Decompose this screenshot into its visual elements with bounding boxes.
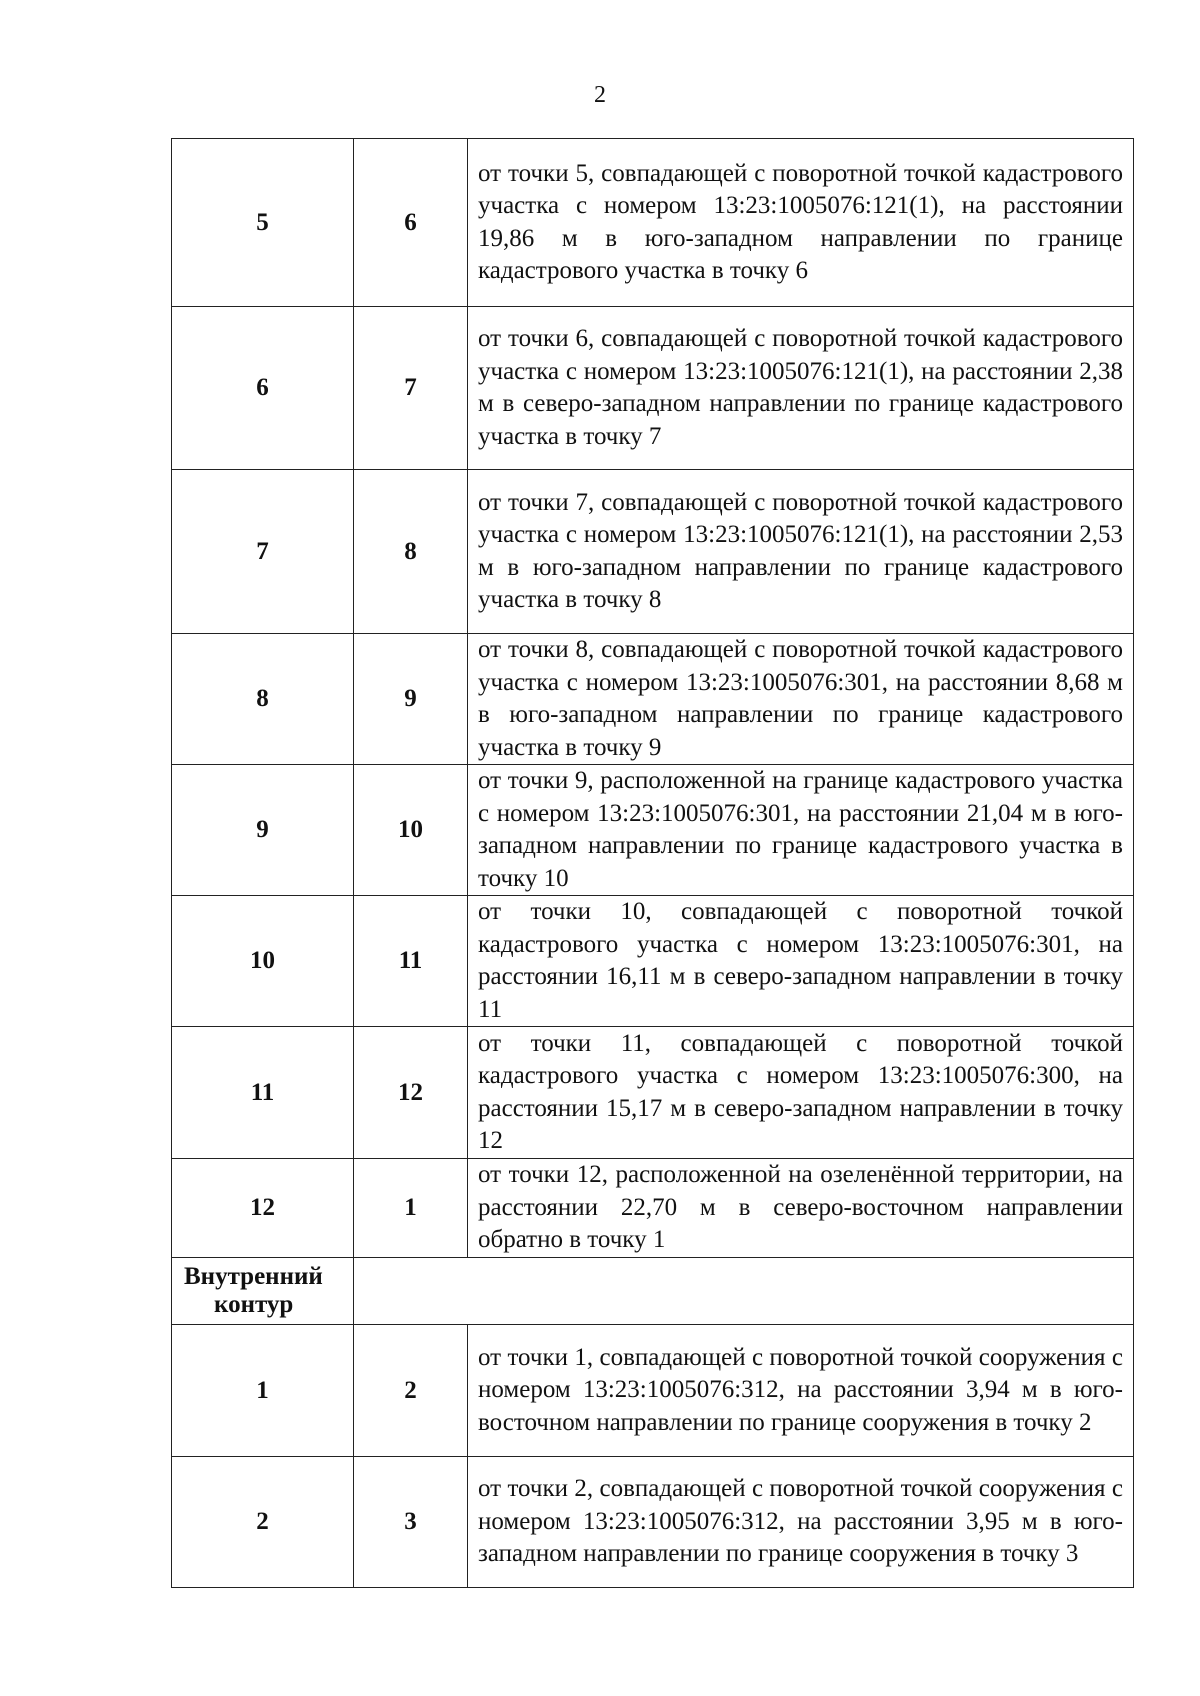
from-point: 11: [172, 1027, 354, 1159]
from-point: 7: [172, 470, 354, 634]
table-row: [172, 896, 1134, 1027]
to-point: 11: [354, 896, 468, 1027]
page-number: 2: [594, 82, 606, 108]
boundary-description-table: [171, 138, 1134, 1588]
segment-description: от точки 8, совпадающей с поворотной точкой кадастрового участка с номером 13:23:1005076:301, на расстоянии 8,68 м в юго-западном направлении по границе кадастрового участка в точку 9: [468, 634, 1134, 765]
segment-description: от точки 7, совпадающей с поворотной точкой кадастрового участка с номером 13:23:1005076:121(1), на расстоянии 2,53 м в юго-западном направлении по границе кадастрового участка в точку 8: [468, 470, 1134, 634]
from-point: 5: [172, 139, 354, 307]
to-point: 3: [354, 1457, 468, 1588]
table-row: [172, 1325, 1134, 1457]
segment-description: от точки 6, совпадающей с поворотной точкой кадастрового участка с номером 13:23:1005076:121(1), на расстоянии 2,38 м в северо-западном направлении по границе кадастрового участка в точку 7: [468, 307, 1134, 470]
segment-description: от точки 10, совпадающей с поворотной точкой кадастрового участка с номером 13:23:1005076:301, на расстоянии 16,11 м в северо-западном направлении в точку 11: [468, 896, 1134, 1027]
segment-description: от точки 12, расположенной на озеленённой территории, на расстоянии 22,70 м в северо-восточном направлении обратно в точку 1: [468, 1159, 1134, 1258]
from-point: 6: [172, 307, 354, 470]
segment-description: от точки 5, совпадающей с поворотной точкой кадастрового участка с номером 13:23:1005076:121(1), на расстоянии 19,86 м в юго-западном направлении по границе кадастрового участка в точку 6: [468, 139, 1134, 307]
section-title-line: Внутренний: [184, 1263, 323, 1290]
to-point: 6: [354, 139, 468, 307]
from-point: 8: [172, 634, 354, 765]
table-row: [172, 470, 1134, 634]
to-point: 8: [354, 470, 468, 634]
table-row: [172, 139, 1134, 307]
section-title: [172, 1258, 354, 1325]
to-point: 1: [354, 1159, 468, 1258]
from-point: 1: [172, 1325, 354, 1457]
segment-description: от точки 9, расположенной на границе кадастрового участка с номером 13:23:1005076:301, на расстоянии 21,04 м в юго-западном направлении по границе кадастрового участка в точку 10: [468, 765, 1134, 896]
outer-contour-rows: [172, 139, 1134, 1258]
table-row: [172, 1027, 1134, 1159]
to-point: 9: [354, 634, 468, 765]
table-row: [172, 307, 1134, 470]
section-title-line: контур: [214, 1291, 294, 1318]
segment-description: от точки 1, совпадающей с поворотной точкой сооружения с номером 13:23:1005076:312, на расстоянии 3,94 м в юго-восточном направлении по границе сооружения в точку 2: [468, 1325, 1134, 1457]
section-header-row: [172, 1258, 1134, 1325]
table-row: [172, 765, 1134, 896]
segment-description: от точки 11, совпадающей с поворотной точкой кадастрового участка с номером 13:23:1005076:300, на расстоянии 15,17 м в северо-западном направлении в точку 12: [468, 1027, 1134, 1159]
from-point: 12: [172, 1159, 354, 1258]
from-point: 9: [172, 765, 354, 896]
inner-contour-section: [172, 1258, 1134, 1588]
section-header-filler: [354, 1258, 1134, 1325]
table-row: [172, 634, 1134, 765]
from-point: 2: [172, 1457, 354, 1588]
to-point: 7: [354, 307, 468, 470]
from-point: 10: [172, 896, 354, 1027]
segment-description: от точки 2, совпадающей с поворотной точкой сооружения с номером 13:23:1005076:312, на расстоянии 3,95 м в юго-западном направлении по границе сооружения в точку 3: [468, 1457, 1134, 1588]
to-point: 10: [354, 765, 468, 896]
to-point: 2: [354, 1325, 468, 1457]
to-point: 12: [354, 1027, 468, 1159]
table-row: [172, 1159, 1134, 1258]
table-row: [172, 1457, 1134, 1588]
